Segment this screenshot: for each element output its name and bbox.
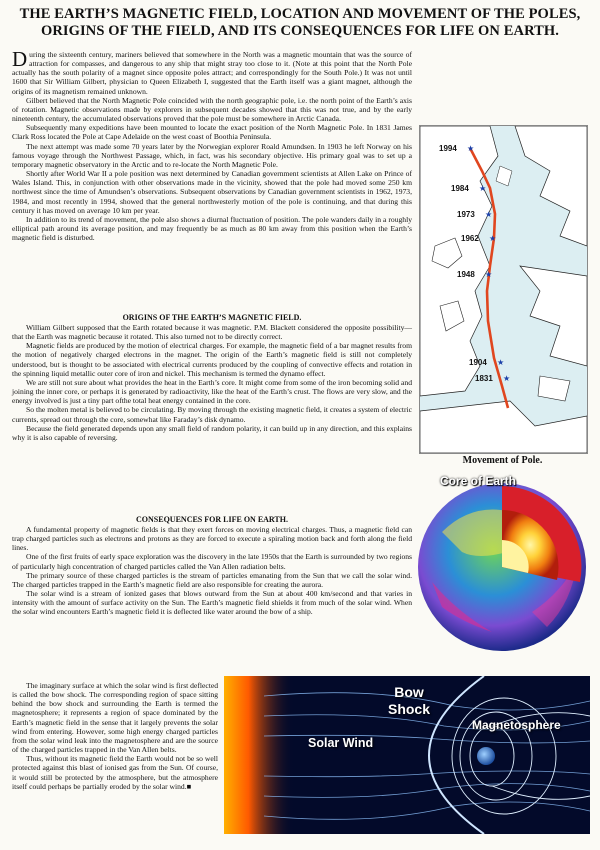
year-star-icon: ★ (485, 210, 493, 219)
intro-paragraph: Subsequently many expeditions have been mounted to locate the exact position of the North Magnetic Pole. In 1831 James Clark Ross located the Pole at Cape Adelaide on the west coast of Boothia Peninsula. (12, 123, 412, 142)
origins-paragraph: Magnetic fields are produced by the motion of electrical charges. For example, the magnetic field of a bar magnet results from the motion of negatively charged electrons in the magnet. The origin of the Earth’s magnetic field is still not completely understood, but is thought to be associated with electrical currents produced by the coupling of convective effects and rotation in the spinning liquid metallic outer core of iron and nickel. This mechanism is termed the dynamo effect. (12, 341, 412, 378)
earth-core-illustration (402, 472, 592, 652)
core-label: Core of Earth (440, 474, 517, 488)
sun-glow (224, 676, 294, 834)
intro-paragraph: The next attempt was made some 70 years later by the Norwegian explorer Roald Amundsen. In 1903 he left Norway on his famous voyage through the Northwest Passage, which, in fact, was his secondary objective. His primary goal was to set up a temporary magnetic observatory in the Arctic and to re-locate the North Magnetic Pole. (12, 141, 412, 169)
drop-cap: D (12, 47, 28, 71)
origins-heading: ORIGINS OF THE EARTH’S MAGNETIC FIELD. (122, 313, 302, 322)
consequences-paragraph: Thus, without its magnetic field the Earth would not be so well protected against this blast of ionised gas from the Sun. Of course, it would still be protected by the atmosphere, but the atmosphere itself could perhaps be partially eroded by the solar wind.■ (12, 754, 218, 791)
year-label: 1831 (475, 374, 493, 383)
map-caption: Movement of Pole. (462, 455, 543, 466)
consequences-paragraph: The primary source of these charged particles is the stream of particles emanating from the Sun that we call the solar wind. The charged particles trapped in the Earth’s magnetic field are also responsible for creating the aurora. (12, 570, 412, 589)
consequences-section (12, 515, 412, 617)
intro-paragraph: Gilbert believed that the North Magnetic Pole coincided with the north geographic pole, i.e. the north point of the Earth’s axis of rotation. Magnetic observations made by explorers in subsequent decades showed that this was not true, and by the early nineteenth century, the accumulated observations proved that the pole must be somewhere in Arctic Canada. (12, 95, 412, 124)
earth-globe (477, 747, 495, 765)
land-mass (496, 166, 512, 186)
year-label: 1973 (457, 210, 475, 219)
solar-wind-label: Solar Wind (308, 736, 374, 750)
year-label: 1904 (469, 358, 487, 367)
origins-section (12, 313, 412, 442)
land-mass (520, 266, 587, 366)
consequences-paragraph: A fundamental property of magnetic fields is that they exert forces on moving electrical charges. Thus, a magnetic field can trap charged particles such as electrons and protons as they are forced to execute a spiraling motion back and forth along the field lines. (12, 525, 412, 553)
consequences-paragraph: One of the first fruits of early space exploration was the discovery in the late 1950s that the Earth is surrounded by two regions of particularly high concentration of charged particles called the Van Allen radiation belts. (12, 552, 412, 571)
year-star-icon: ★ (485, 270, 493, 279)
land-mass (420, 401, 587, 453)
end-mark: ■ (186, 781, 192, 791)
magnetosphere-illustration (224, 676, 590, 834)
origins-paragraph: William Gilbert supposed that the Earth rotated because it was magnetic. P.M. Blackett considered the opposite possibility—that the Earth was magnetic because it rotated. This also turned not to be directly correct. (12, 323, 412, 342)
origins-paragraph: We are still not sure about what provides the heat in the Earth’s core. It might come from some of the iron becoming solid and joining the inner core, or perhaps it is generated by radioactivity, like the heat of the Earth’s crust. The flows are very slow, and the energy involved is just a tiny part ofthe total heat energy contained in the core. (12, 377, 412, 406)
land-mass (538, 376, 570, 401)
page-title: THE EARTH’S MAGNETIC FIELD, LOCATION AND MOVEMENT OF THE POLES, ORIGINS OF THE FIELD, AND ITS CONSEQUENCES FOR LIFE ON EARTH. (19, 6, 581, 39)
intro-paragraph: Shortly after World War II a pole position was next determined by Canadian government scientists at Allen Lake on Prince of Wales Island. This, in conjunction with other observations made in the vicinity, showed that the pole had moved some 250 km northwest since the time of Amundsen’s observations. Subsequent observations by Canadian government scientists in 1962, 1973, 1984, and most recently in 1994, showed that the general northwesterly motion of the pole is continuing, and that during this century it has moved on average 10 km per year. (12, 169, 412, 215)
year-star-icon: ★ (503, 374, 511, 383)
year-star-icon: ★ (467, 144, 475, 153)
year-star-icon: ★ (489, 234, 497, 243)
year-star-icon: ★ (479, 184, 487, 193)
magnetosphere-label: Magnetosphere (472, 718, 561, 732)
intro-section (12, 47, 412, 243)
consequences-paragraph: The imaginary surface at which the solar wind is first deflected is called the bow shock. The corresponding region of space sitting behind the bow shock and surrounding the Earth is termed the magnetosphere; it represents a region of space dominated by the Earth’s magnetic field in the sense that it largely prevents the solar wind from entering. However, some high energy charged particles from the solar wind leak into the magnetosphere and are the source of the charged particles trapped in the Van Allen belts. (12, 681, 218, 755)
consequences-narrow-section (12, 681, 218, 791)
origins-paragraph: Because the field generated depends upon any small field of random polarity, it can build up in any direction, and this explains why it is also capable of reversing. (12, 423, 412, 442)
pole-movement-map (419, 125, 588, 454)
bow-shock-label: Bow Shock (387, 684, 430, 717)
intro-paragraph: In addition to its trend of movement, the pole also shows a diurnal fluctuation of position. The pole wanders daily in a roughly elliptical path around its average position, and may frequently be as much as 80 km away from this position when the Earth’s magnetic field is disturbed. (12, 214, 412, 243)
consequences-paragraph: The solar wind is a stream of ionized gases that blows outward from the Sun at about 400 km/second and that varies in intensity with the amount of surface activity on the Sun. The Earth’s magnetic field shields it from much of the solar wind. When the solar wind encounters Earth’s magnetic field it is deflected like water around the bow of a ship. (12, 589, 412, 617)
field-lines (452, 698, 590, 814)
origins-paragraph: So the molten metal is believed to be circulating. By moving through the existing magnetic field, it creates a system of electric currents, spread out through the core, somewhat like Faraday’s disk dynamo. (12, 405, 412, 424)
consequences-heading: CONSEQUENCES FOR LIFE ON EARTH. (136, 515, 288, 524)
year-star-icon: ★ (497, 358, 505, 367)
year-label: 1962 (461, 234, 479, 243)
land-mass (515, 126, 587, 246)
year-label: 1948 (457, 270, 475, 279)
map-graphic (420, 126, 587, 453)
year-label: 1994 (439, 144, 457, 153)
year-label: 1984 (451, 184, 469, 193)
intro-paragraph: During the sixteenth century, mariners believed that somewhere in the North was a magnetic mountain that was the source of attraction for compasses, and dangerous to any ship that might stray too close to it. (Note at this point that the North Pole actually has the south polarity of a magnet since opposite poles attract; and correspondingly for the South Pole.) It was not until 1600 that Sir William Gilbert, physician to Queen Elizabeth I, suggested that the Earth itself was a giant magnet, although the origins of its magnetism remained unknown. (12, 47, 412, 96)
